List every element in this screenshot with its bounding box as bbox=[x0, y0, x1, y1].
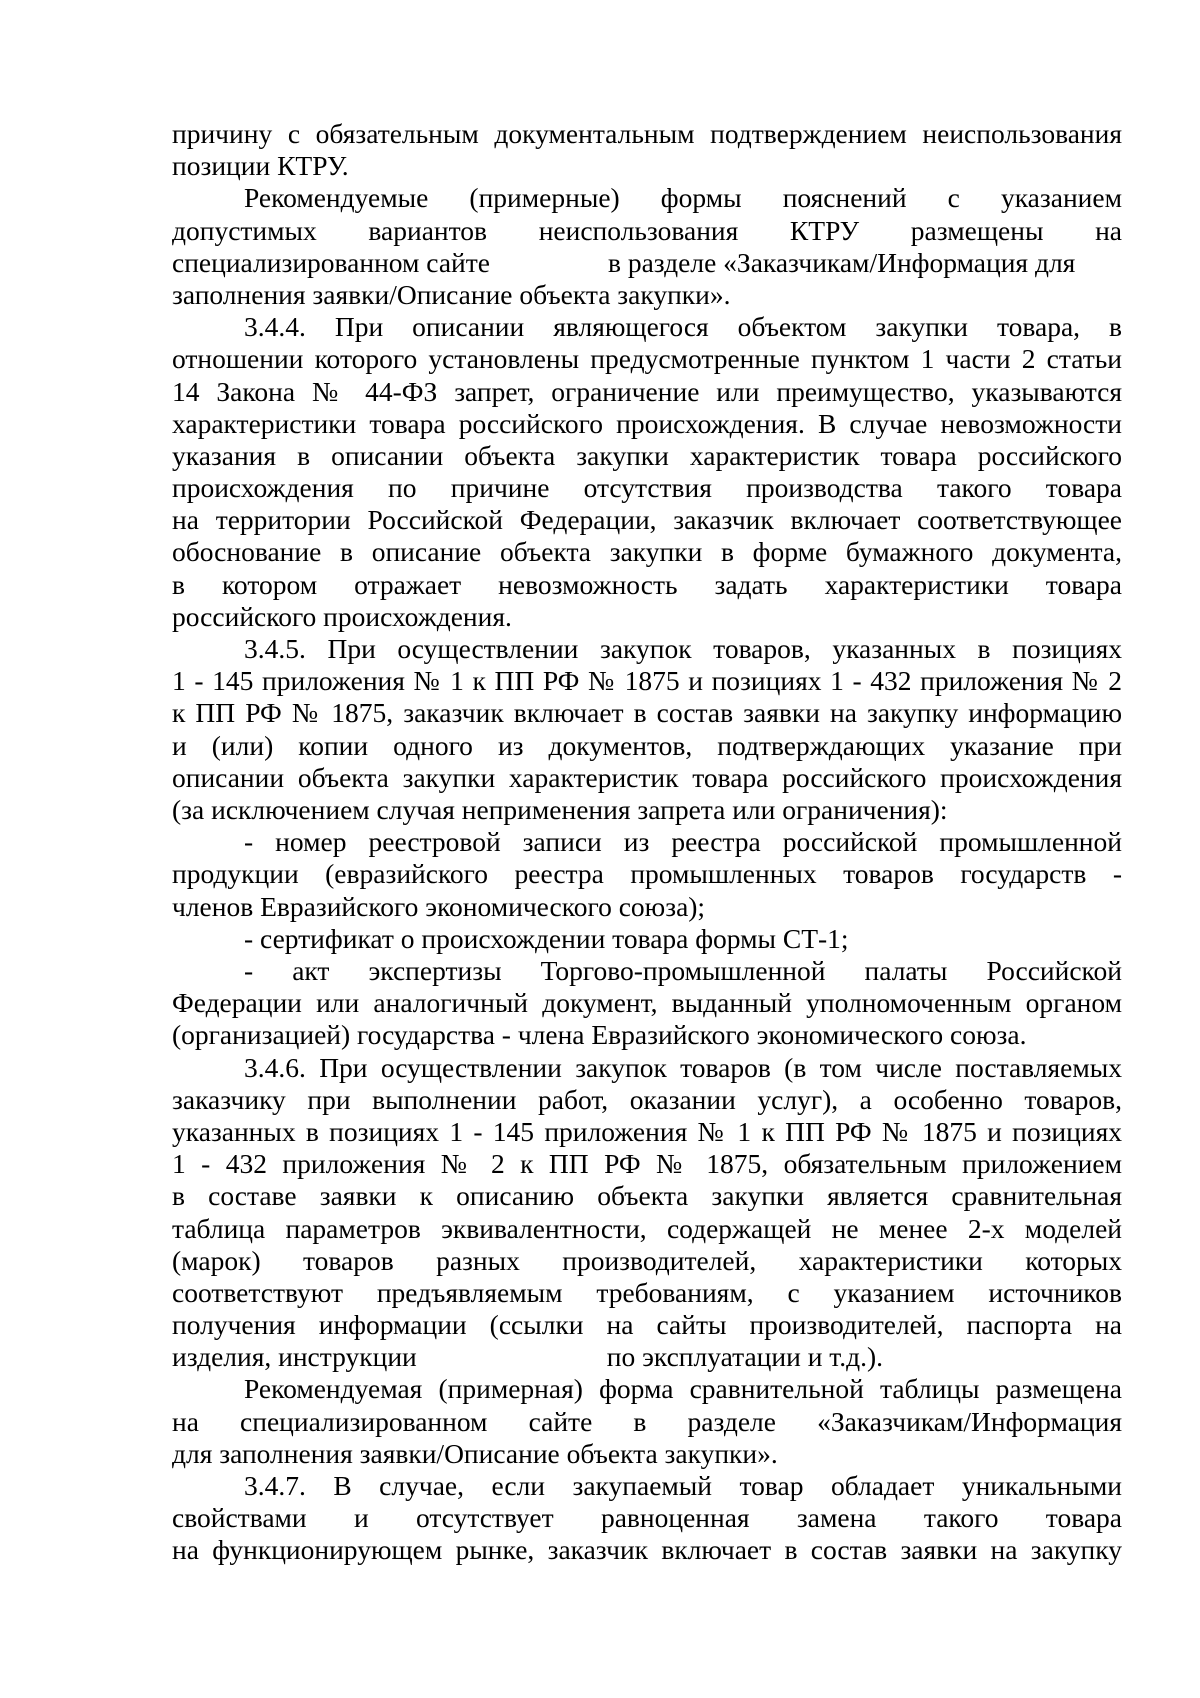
text-line: на функционирующем рынке, заказчик включает в состав заявки на закупку bbox=[172, 1534, 1122, 1566]
text-line: членов Евразийского экономического союза); bbox=[172, 890, 706, 922]
text-line: свойствами и отсутствует равноценная замена такого товара bbox=[172, 1502, 1122, 1534]
text-line-part: специализированном сайте bbox=[172, 246, 490, 278]
text-line: российского происхождения. bbox=[172, 600, 512, 632]
text-line: получения информации (ссылки на сайты производителей, паспорта на bbox=[172, 1309, 1122, 1341]
text-line: и (или) копии одного из документов, подтверждающих указание при bbox=[172, 729, 1122, 761]
document-page bbox=[172, 118, 1122, 1567]
text-line-part: изделия, инструкции bbox=[172, 1341, 417, 1373]
text-line: (за исключением случая неприменения запрета или ограничения): bbox=[172, 794, 948, 825]
text-line: - сертификат о происхождении товара формы СТ-1; bbox=[244, 922, 849, 954]
text-line: 3.4.7. В случае, если закупаемый товар обладает уникальными bbox=[244, 1470, 1122, 1502]
text-line: (организацией) государства - члена Евразийского экономического союза. bbox=[172, 1019, 1027, 1051]
text-line: Федерации или аналогичный документ, выданный уполномоченным органом bbox=[172, 987, 1122, 1019]
text-line: к ПП РФ № 1875, заказчик включает в состав заявки на закупку информацию bbox=[172, 697, 1122, 729]
text-line: соответствуют предъявляемым требованиям, с указанием источников bbox=[172, 1276, 1122, 1308]
text-line: таблица параметров эквивалентности, содержащей не менее 2-х моделей bbox=[172, 1212, 1122, 1244]
text-line: (марок) товаров разных производителей, характеристики которых bbox=[172, 1244, 1122, 1276]
text-line: позиции КТРУ. bbox=[172, 150, 349, 182]
text-line bbox=[172, 247, 1122, 279]
text-line: 1 - 432 приложения № 2 к ПП РФ № 1875, обязательным приложением bbox=[172, 1148, 1122, 1180]
text-line: 3.4.6. При осуществлении закупок товаров (в том числе поставляемых bbox=[244, 1051, 1122, 1083]
text-line: в составе заявки к описанию объекта закупки является сравнительная bbox=[172, 1180, 1122, 1212]
text-line: 14 Закона № 44-ФЗ запрет, ограничение или преимущество, указываются bbox=[172, 375, 1122, 407]
text-line: для заполнения заявки/Описание объекта закупки». bbox=[172, 1437, 778, 1469]
text-line: обоснование в описание объекта закупки в форме бумажного документа, bbox=[172, 536, 1122, 568]
text-line: Рекомендуемые (примерные) формы пояснений с указанием bbox=[244, 182, 1122, 214]
text-line: продукции (евразийского реестра промышленных товаров государств - bbox=[172, 858, 1122, 890]
text-line: допустимых вариантов неиспользования КТРУ размещены на bbox=[172, 214, 1122, 246]
text-line: указанных в позициях 1 - 145 приложения № 1 к ПП РФ № 1875 и позициях bbox=[172, 1115, 1122, 1147]
text-line-part: в разделе «Заказчикам/Информация для bbox=[607, 246, 1076, 278]
text-line bbox=[172, 1341, 1122, 1373]
text-line: заполнения заявки/Описание объекта закупки». bbox=[172, 278, 731, 310]
text-line: Рекомендуемая (примерная) форма сравнительной таблицы размещена bbox=[244, 1373, 1122, 1405]
text-line: - номер реестровой записи из реестра российской промышленной bbox=[244, 826, 1122, 858]
text-line: характеристики товара российского происхождения. В случае невозможности bbox=[172, 407, 1122, 439]
text-line: в котором отражает невозможность задать характеристики товара bbox=[172, 568, 1122, 600]
text-line: описании объекта закупки характеристик товара российского происхождения bbox=[172, 761, 1122, 793]
text-line: 1 - 145 приложения № 1 к ПП РФ № 1875 и позициях 1 - 432 приложения № 2 bbox=[172, 665, 1122, 697]
text-line: на специализированном сайте в разделе «Заказчикам/Информация bbox=[172, 1405, 1122, 1437]
text-line: на территории Российской Федерации, заказчик включает соответствующее bbox=[172, 504, 1122, 536]
text-line: 3.4.5. При осуществлении закупок товаров, указанных в позициях bbox=[244, 633, 1122, 665]
text-line: - акт экспертизы Торгово-промышленной палаты Российской bbox=[244, 954, 1122, 986]
text-line: отношении которого установлены предусмотренные пунктом 1 части 2 статьи bbox=[172, 343, 1122, 375]
text-line: 3.4.4. При описании являющегося объектом закупки товара, в bbox=[244, 311, 1122, 343]
text-line-part: по эксплуатации и т.д.). bbox=[606, 1341, 884, 1373]
text-line: указания в описании объекта закупки характеристик товара российского bbox=[172, 439, 1122, 471]
text-line: причину с обязательным документальным подтверждением неиспользования bbox=[172, 118, 1122, 149]
text-line: происхождения по причине отсутствия производства такого товара bbox=[172, 472, 1122, 504]
text-line: заказчику при выполнении работ, оказании услуг), а особенно товаров, bbox=[172, 1083, 1122, 1115]
